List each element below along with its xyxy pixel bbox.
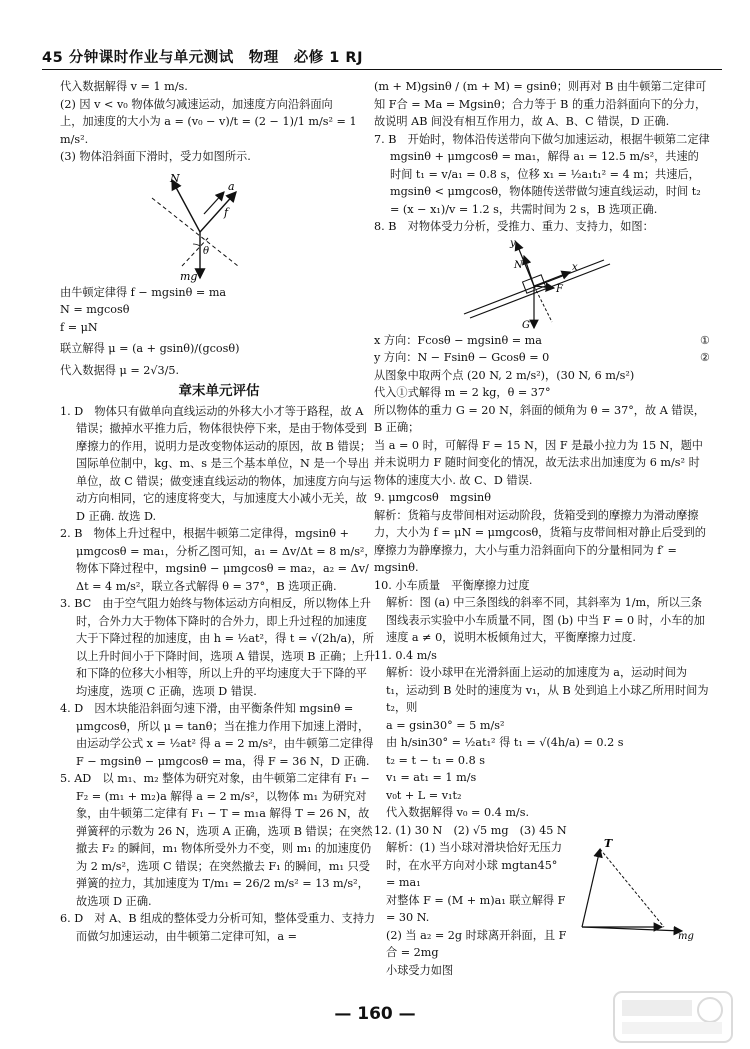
answer-7: 7. B 开始时，物体沿传送带向下做匀加速运动，根据牛顿第二定律 mgsinθ + μmgcosθ = ma₁，解得 a₁ = 12.5 m/s²，共速的时间 t₁ = v/a₁ = 0.8 s，位移 x₁ = ½a₁t₁² = 4 m；共速后，mgsinθ < μmgcosθ，物体随传送带做匀速直线运动，时间 t₂ = (x − x₁)/v = 1.2 s，共需时间为 2 s，B 选项正确.	[374, 132, 710, 216]
text-line: N = mgcosθ	[60, 303, 130, 316]
text-line: 从图象中取两个点 (20 N, 2 m/s²)，(30 N, 6 m/s²)	[374, 368, 635, 382]
label-y: y	[510, 237, 516, 249]
text-line: 解析：(1) 当小球对滑块恰好无压力时，在水平方向对小球 mgtan45° = ma₁	[386, 841, 563, 889]
force-diagram-1	[60, 166, 378, 284]
text-line: 对整体 F = (M + m)a₁ 联立解得 F = 30 N.	[386, 893, 566, 924]
text-line: 上，加速度的大小为 a = (v₀ − v)/t = (2 − 1)/1 m/s² = 1 m/s².	[60, 115, 357, 146]
answer-1: 1. D 物体只有做单向直线运动的外移大小才等于路程，故 A 错误；撤掉水平推力后，物体很快停下来，是由于物体受到摩擦力的作用，说明力是改变物体运动的原因，故 B 错误；国际单位制中，kg、m、s 是三个基本单位，N 是一个导出单位，故 C 错误；做变速直线运动的物体，加速度方向与运动方向相同，它的速度将变大，与加速度大小减小无关，故 D 正确. 故选 D.	[60, 404, 372, 523]
label-N: N	[170, 171, 180, 185]
text-line: 解析：货箱与皮带间相对运动阶段，货箱受到的摩擦力为滑动摩擦力，大小为 f = μN = μmgcosθ，货箱与皮带间相对静止后受到的摩擦力为静摩擦力，大小与重力沿斜面向下的分量相同为 f′ = mgsinθ.	[374, 508, 706, 574]
section-title: 章末单元评估	[178, 383, 260, 399]
watermark-logo-icon	[612, 990, 734, 1044]
text-line: 联立解得 μ = (a + gsinθ)/(gcosθ)	[60, 342, 240, 355]
text-line: (3) 物体沿斜面下滑时，受力如图所示.	[60, 150, 251, 163]
page-number: — 160 —	[334, 1004, 416, 1024]
text-line: 代入数据解得 v = 1 m/s.	[60, 80, 188, 93]
equation-1: x 方向：Fcosθ − mgsinθ = ma	[374, 333, 542, 347]
label-G: G	[522, 319, 530, 331]
label-a: a	[228, 179, 235, 193]
label-theta: θ	[203, 245, 210, 257]
left-column	[60, 78, 378, 945]
answer-3: 3. BC 由于空气阻力始终与物体运动方向相反，所以物体上升时，合外力大于物体下降时的合外力，即上升过程的加速度大于下降过程的加速度，由 h = ½at²，得 t = √(2h/a)，所以上升时间小于下降时间，选项 A 错误，选项 B 正确；上升和下降的位移大小相等，所以上升的平均速度大于下降的平均速度，选项 C 正确，选项 D 错误.	[60, 597, 376, 698]
right-column	[374, 78, 710, 977]
answer-12-block	[374, 837, 710, 977]
text-line: 小球受力如图	[386, 963, 454, 977]
header-title: 45 分钟课时作业与单元测试 物理 必修 1 RJ	[42, 50, 363, 66]
text-line: 当 a = 0 时，可解得 F = 15 N，因 F 是最小拉力为 15 N，题中并未说明力 F 随时间变化的情况，故无法求出加速度为 6 m/s² 时物体的速度大小. 故 C、D 错误.	[374, 438, 703, 487]
text-line: 代入①式解得 m = 2 kg，θ = 37°	[374, 386, 551, 399]
page-number-value: 160	[357, 1004, 393, 1024]
text-line: v₁ = at₁ = 1 m/s	[386, 771, 477, 784]
answer-6: 6. D 对 A、B 组成的整体受力分析可知，整体受重力、支持力而做匀加速运动，由牛顿第二定律可知，a =	[60, 912, 376, 943]
text-line: 解析：图 (a) 中三条图线的斜率不同，其斜率为 1/m，所以三条图线表示实验中小车质量不同，图 (b) 中当 F = 0 时，小车的加速度 a ≠ 0，说明木板倾角过大，平衡摩擦力过度.	[386, 596, 705, 644]
answer-2: 2. B 物体上升过程中，根据牛顿第二定律得，mgsinθ + μmgcosθ = ma₁，分析乙图可知，a₁ = Δv/Δt = 8 m/s²，物体下降过程中，mgsinθ − μmgcosθ = ma₂，a₂ = Δv/Δt = 4 m/s²，联立各式解得 θ = 37°，B 选项正确.	[60, 527, 376, 593]
equation-row	[374, 349, 710, 367]
text-line: v₀t + L = v₁t₂	[386, 788, 462, 802]
equation-2-number: ②	[699, 351, 710, 364]
text-line: 解析：设小球甲在光滑斜面上运动的加速度为 a，运动时间为 t₁，运动到 B 处时的速度为 v₁，从 B 处到追上小球乙所用时间为 t₂，则	[386, 666, 709, 714]
answer-12: 12. (1) 30 N (2) √5 mg (3) 45 N	[374, 823, 567, 837]
text-line: 代入数据得 μ = 2√3/5.	[60, 363, 180, 377]
text-line: 代入数据解得 v₀ = 0.4 m/s.	[386, 806, 529, 819]
label-mg: mg	[180, 269, 198, 283]
equation-2: y 方向：N − Fsinθ − Gcosθ = 0	[374, 351, 550, 364]
page-header	[42, 44, 722, 70]
label-F: F	[556, 283, 563, 295]
answer-10: 10. 小车质量 平衡摩擦力过度	[374, 578, 530, 592]
answer-12-text	[374, 839, 570, 979]
label-f: f	[224, 205, 229, 219]
force-diagram-3	[578, 831, 706, 941]
answer-11: 11. 0.4 m/s	[374, 648, 437, 662]
label-mg: mg	[678, 931, 694, 941]
answer-8: 8. B 对物体受力分析，受推力、重力、支持力，如图：	[374, 220, 654, 233]
text-line: a = gsin30° = 5 m/s²	[386, 718, 505, 732]
text-line: 由 h/sin30° = ½at₁² 得 t₁ = √(4h/a) = 0.2 s	[386, 736, 624, 749]
label-T: T	[604, 837, 613, 850]
answer-5: 5. AD 以 m₁、m₂ 整体为研究对象，由牛顿第二定律有 F₁ − F₂ = (m₁ + m₂)a 解得 a = 2 m/s²，以物体 m₁ 为研究对象，由牛顿第二定律有 F₁ − T = m₁a 解得 T = 26 N，故弹簧秤的示数为 26 N，选项 A 正确，选项 B 错误；在突然撤去 F₂ 的瞬间，m₁ 物体所受外力不变，则 m₁ 的加速度仍为 2 m/s²，选项 C 错误；在突然撤去 F₁ 的瞬间，m₁ 只受弹簧的拉力，其加速度为 T/m₁ = 26/2 m/s² = 13 m/s²，故选项 D 正确.	[60, 772, 373, 908]
answer-4: 4. D 因木块能沿斜面匀速下滑，由平衡条件知 mgsinθ = μmgcosθ，所以 μ = tanθ；当在推力作用下加速上滑时，由运动学公式 x = ½at² 得 a = 2 m/s²，由牛顿第二定律得 F − mgsinθ − μmgcosθ = ma，得 F = 36 N，D 正确.	[60, 702, 374, 768]
label-N: N	[514, 259, 523, 271]
text-line: (2) 因 v < v₀ 物体做匀减速运动，加速度方向沿斜面向	[60, 97, 333, 111]
text-line: (m + M)gsinθ / (m + M) = gsinθ；则再对 B 由牛顿第二定律可知 F合 = Ma = Mgsinθ；合力等于 B 的重力沿斜面向下的分力，故说明 AB 间没有相互作用力，故 A、B、C 错误，D 正确.	[374, 80, 707, 128]
text-line: 所以物体的重力 G = 20 N，斜面的倾角为 θ = 37°，故 A 错误，B 正确；	[374, 403, 705, 434]
force-diagram-2	[374, 236, 710, 332]
equation-row	[374, 332, 710, 350]
text-line: (2) 当 a₂ = 2g 时球离开斜面，且 F合 = 2mg	[386, 928, 567, 959]
text-line: f = μN	[60, 320, 98, 334]
answer-9: 9. μmgcosθ mgsinθ	[374, 491, 491, 504]
text-line: t₂ = t − t₁ = 0.8 s	[386, 753, 486, 767]
label-x: x	[572, 261, 578, 273]
equation-1-number: ①	[699, 333, 710, 347]
text-line: 由牛顿定律得 f − mgsinθ = ma	[60, 285, 227, 299]
